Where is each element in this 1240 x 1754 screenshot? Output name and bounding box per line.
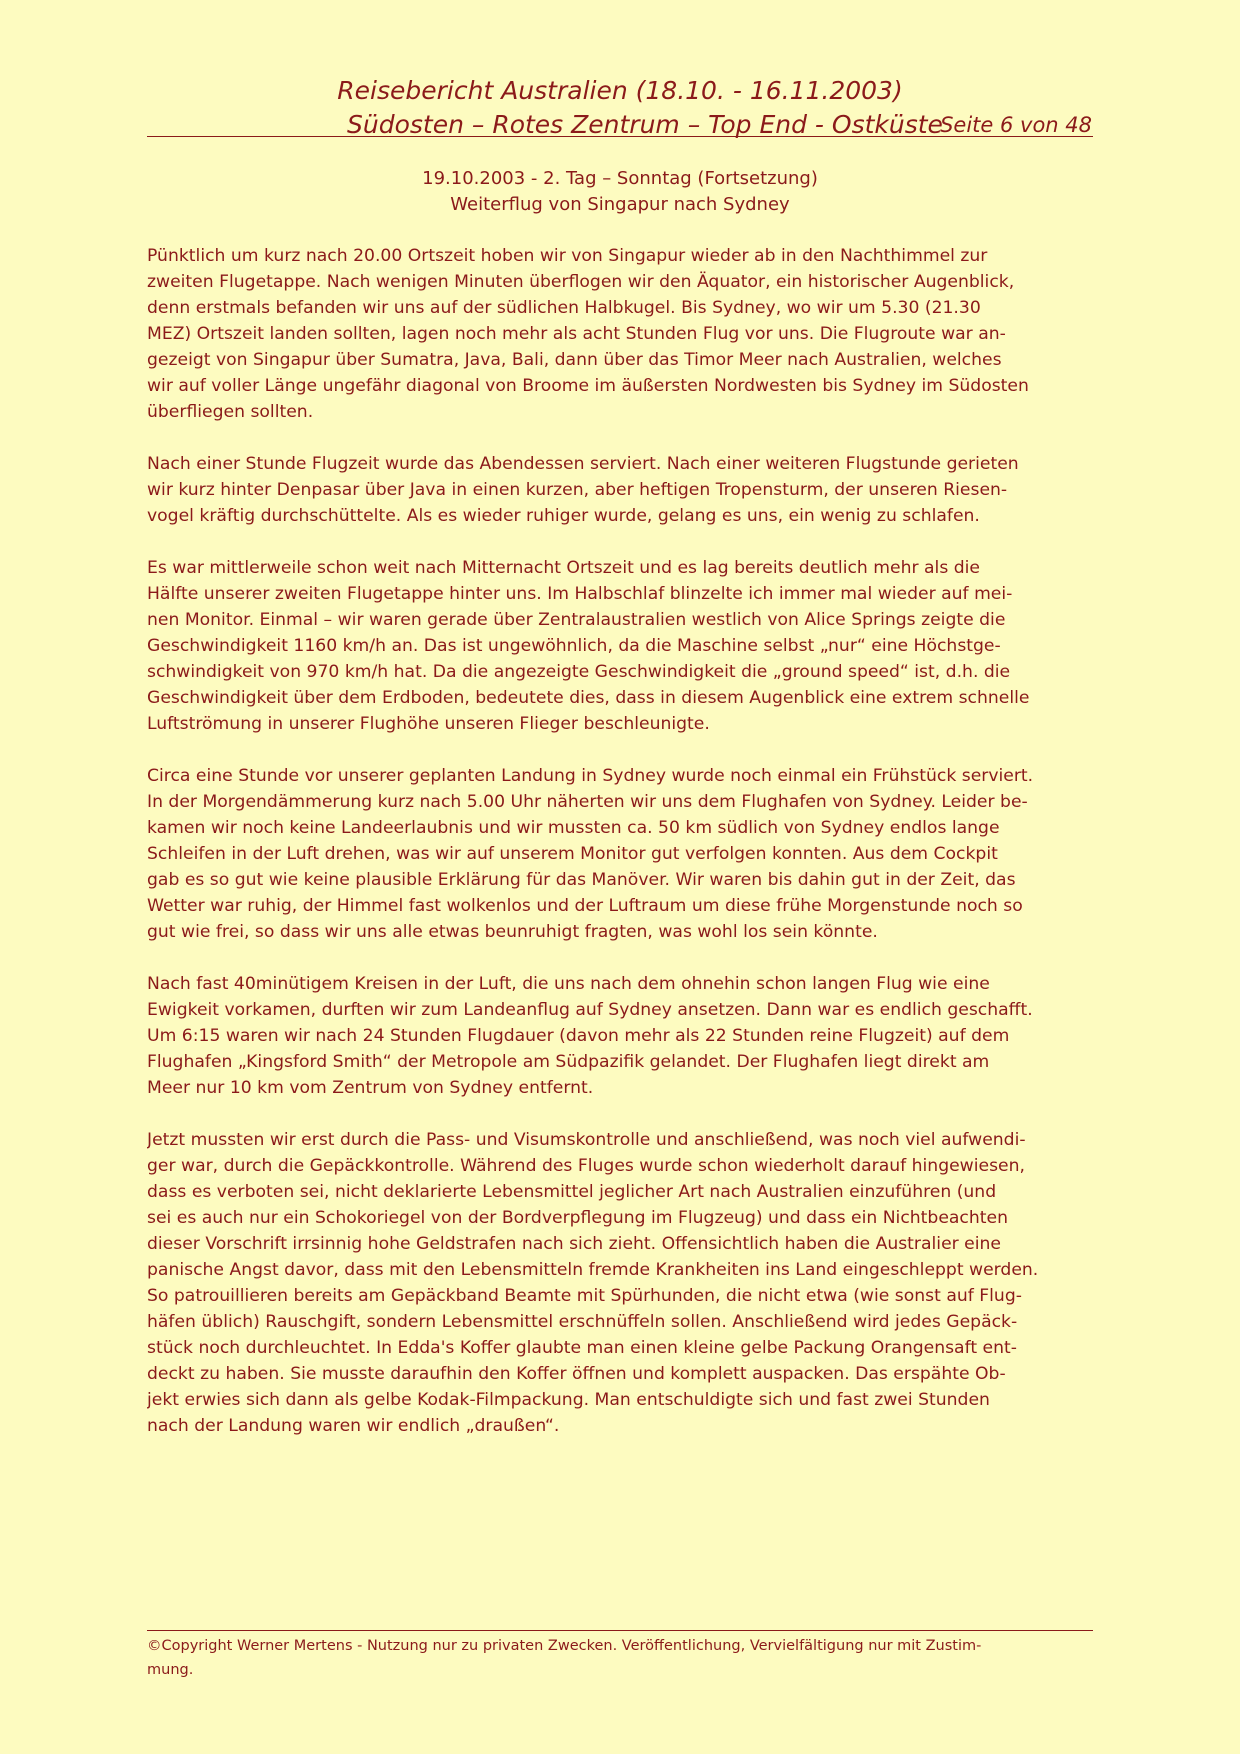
text-line: Circa eine Stunde vor unserer geplanten Landung in Sydney wurde noch einmal ein Frühstück serviert. xyxy=(147,766,1034,786)
text-line: gut wie frei, so dass wir uns alle etwas beunruhigt fragten, was wohl los sein könnte. xyxy=(147,922,878,942)
text-line: In der Morgendämmerung kurz nach 5.00 Uhr näherten wir uns dem Flughafen von Sydney. Leider be- xyxy=(147,792,1028,812)
text-line: Geschwindigkeit über dem Erdboden, bedeutete dies, dass in diesem Augenblick eine extrem schnelle xyxy=(147,688,1030,708)
text-line: Nach fast 40minütigem Kreisen in der Luft, die uns nach dem ohnehin schon langen Flug wie eine xyxy=(147,974,990,994)
paragraph xyxy=(147,243,1093,425)
paragraph xyxy=(147,555,1093,737)
paragraph xyxy=(147,1127,1093,1439)
text-line: gezeigt von Singapur über Sumatra, Java, Bali, dann über das Timor Meer nach Australien, welches xyxy=(147,350,1002,370)
text-line: dass es verboten sei, nicht deklarierte Lebensmittel jeglicher Art nach Australien einzuführen (und xyxy=(147,1182,997,1202)
text-line: nen Monitor. Einmal – wir waren gerade über Zentralaustralien westlich von Alice Springs zeigte die xyxy=(147,610,1006,630)
day-heading: 19.10.2003 - 2. Tag – Sonntag (Fortsetzung) xyxy=(422,168,818,189)
paragraph xyxy=(147,971,1093,1101)
report-subtitle: Südosten – Rotes Zentrum – Top End - Ostküste xyxy=(347,110,943,139)
text-line: deckt zu haben. Sie musste daraufhin den Koffer öffnen und komplett auspacken. Das erspähte Ob- xyxy=(147,1364,1006,1384)
page-number: Seite 6 von 48 xyxy=(940,113,1092,137)
text-line: Jetzt mussten wir erst durch die Pass- und Visumskontrolle und anschließend, was noch viel aufwendi- xyxy=(147,1130,1026,1150)
header-divider xyxy=(147,136,1093,137)
text-line: gab es so gut wie keine plausible Erklärung für das Manöver. Wir waren bis dahin gut in der Zeit, das xyxy=(147,870,1016,890)
paragraph xyxy=(147,763,1093,945)
text-line: Es war mittlerweile schon weit nach Mitternacht Ortszeit und es lag bereits deutlich mehr als die xyxy=(147,558,981,578)
text-line: nach der Landung waren wir endlich „draußen“. xyxy=(147,1416,560,1436)
footer-line: mung. xyxy=(147,1662,194,1678)
text-line: schwindigkeit von 970 km/h hat. Da die angezeigte Geschwindigkeit die „ground speed“ ist, d.h. die xyxy=(147,662,1011,682)
text-line: überfliegen sollten. xyxy=(147,402,314,422)
text-line: Um 6:15 waren wir nach 24 Stunden Flugdauer (davon mehr als 22 Stunden reine Flugzeit) auf dem xyxy=(147,1026,1010,1046)
text-line: vogel kräftig durchschüttelte. Als es wieder ruhiger wurde, gelang es uns, ein wenig zu schlafen. xyxy=(147,506,980,526)
text-line: jekt erwies sich dann als gelbe Kodak-Filmpackung. Man entschuldigte sich und fast zwei Stunden xyxy=(147,1390,990,1410)
text-line: stück noch durchleuchtet. In Edda's Koffer glaubte man einen kleine gelbe Packung Orangensaft ent- xyxy=(147,1338,1017,1358)
text-line: sei es auch nur ein Schokoriegel von der Bordverpflegung im Flugzeug) und dass ein Nichtbeachten xyxy=(147,1208,1008,1228)
paragraph xyxy=(147,451,1093,529)
text-line: denn erstmals befanden wir uns auf der südlichen Halbkugel. Bis Sydney, wo wir um 5.30 (21.30 xyxy=(147,298,981,318)
body-text xyxy=(147,243,1093,1465)
text-line: panische Angst davor, dass mit den Lebensmitteln fremde Krankheiten ins Land eingeschleppt werden. xyxy=(147,1260,1039,1280)
text-line: Geschwindigkeit 1160 km/h an. Das ist ungewöhnlich, da die Maschine selbst „nur“ eine Höchstge- xyxy=(147,636,1001,656)
day-subheading: Weiterflug von Singapur nach Sydney xyxy=(450,194,790,215)
text-line: dieser Vorschrift irrsinnig hohe Geldstrafen nach sich zieht. Offensichtlich haben die Australier eine xyxy=(147,1234,1001,1254)
text-line: zweiten Flugetappe. Nach wenigen Minuten überflogen wir den Äquator, ein historischer Augenblick, xyxy=(147,272,1015,292)
text-line: Luftströmung in unserer Flughöhe unseren Flieger beschleunigte. xyxy=(147,714,710,734)
text-line: wir auf voller Länge ungefähr diagonal von Broome im äußersten Nordwesten bis Sydney im Südosten xyxy=(147,376,1029,396)
text-line: Hälfte unserer zweiten Flugetappe hinter uns. Im Halbschlaf blinzelte ich immer mal wieder auf mei- xyxy=(147,584,1013,604)
footer-divider xyxy=(147,1630,1093,1631)
text-line: Flughafen „Kingsford Smith“ der Metropole am Südpazifik gelandet. Der Flughafen liegt direkt am xyxy=(147,1052,990,1072)
text-line: MEZ) Ortszeit landen sollten, lagen noch mehr als acht Stunden Flug vor uns. Die Flugroute war an- xyxy=(147,324,1006,344)
text-line: Nach einer Stunde Flugzeit wurde das Abendessen serviert. Nach einer weiteren Flugstunde gerieten xyxy=(147,454,1019,474)
text-line: ger war, durch die Gepäckkontrolle. Während des Fluges wurde schon wiederholt darauf hingewiesen, xyxy=(147,1156,1025,1176)
text-line: Meer nur 10 km vom Zentrum von Sydney entfernt. xyxy=(147,1078,594,1098)
copyright-footer xyxy=(147,1634,1093,1682)
text-line: So patrouillieren bereits am Gepäckband Beamte mit Spürhunden, die nicht etwa (wie sonst auf Flug- xyxy=(147,1286,1022,1306)
text-line: wir kurz hinter Denpasar über Java in einen kurzen, aber heftigen Tropensturm, der unseren Riesen- xyxy=(147,480,1008,500)
text-line: häfen üblich) Rauschgift, sondern Lebensmittel erschnüffeln sollen. Anschließend wird jedes Gepäck- xyxy=(147,1312,1018,1332)
text-line: Ewigkeit vorkamen, durften wir zum Landeanflug auf Sydney ansetzen. Dann war es endlich geschafft. xyxy=(147,1000,1033,1020)
report-title: Reisebericht Australien (18.10. - 16.11.2003) xyxy=(337,76,903,105)
text-line: kamen wir noch keine Landeerlaubnis und wir mussten ca. 50 km südlich von Sydney endlos lange xyxy=(147,818,1000,838)
text-line: Schleifen in der Luft drehen, was wir auf unserem Monitor gut verfolgen konnten. Aus dem Cockpit xyxy=(147,844,998,864)
text-line: Wetter war ruhig, der Himmel fast wolkenlos und der Luftraum um diese frühe Morgenstunde noch so xyxy=(147,896,1023,916)
text-line: Pünktlich um kurz nach 20.00 Ortszeit hoben wir von Singapur wieder ab in den Nachthimmel zur xyxy=(147,246,988,266)
footer-line: ©Copyright Werner Mertens - Nutzung nur zu privaten Zwecken. Veröffentlichung, Vervielfältigung nur mit Zustim- xyxy=(147,1638,982,1654)
